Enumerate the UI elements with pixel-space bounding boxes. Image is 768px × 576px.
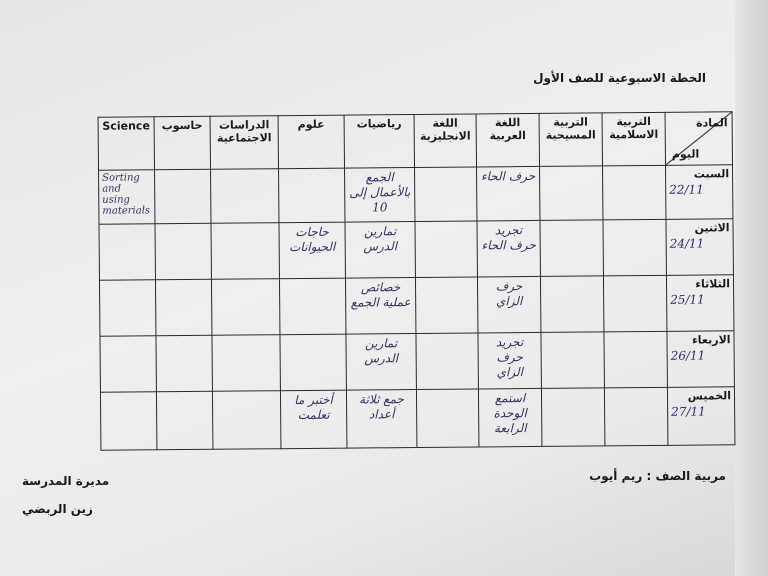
plan-cell	[279, 168, 345, 223]
day-date: 24/11	[669, 236, 705, 251]
plan-entry: جمع ثلاثة أعداد	[359, 392, 405, 422]
plan-cell	[604, 387, 668, 446]
plan-entry	[215, 281, 276, 282]
plan-cell	[212, 391, 281, 450]
plan-cell	[603, 275, 666, 332]
corner-subject-label: المادة	[696, 116, 728, 130]
paper-edge	[735, 0, 768, 576]
plan-cell	[99, 280, 155, 336]
plan-cell	[541, 388, 605, 447]
subject-header: حاسوب	[154, 116, 210, 169]
plan-entry: تجريد حرف الزاي	[495, 335, 524, 380]
plan-cell	[156, 391, 213, 449]
class-teacher-signature: مربية الصف : ريم أيوب	[589, 469, 726, 483]
subject-header: التربية الاسلامية	[602, 112, 665, 166]
plan-cell	[280, 334, 346, 391]
plan-entry: حرف الحاء	[480, 168, 536, 184]
plan-cell	[211, 279, 279, 336]
plan-cell	[156, 335, 212, 391]
plan-cell	[345, 168, 415, 223]
day-name: الاثنين	[694, 221, 730, 235]
plan-cell	[212, 335, 280, 392]
plan-cell	[415, 167, 477, 222]
subject-header: الدراسات الاجتماعية	[210, 116, 278, 170]
plan-cell	[477, 220, 540, 277]
plan-cell	[477, 276, 540, 333]
day-name: الاربعاء	[692, 333, 731, 347]
day-date: 26/11	[670, 348, 706, 363]
plan-cell	[279, 278, 345, 335]
subject-header: Science	[98, 117, 154, 170]
plan-cell	[100, 392, 157, 450]
day-name: الثلاثاء	[695, 277, 731, 291]
plan-entry: خصائص عملية الجمع	[350, 280, 411, 310]
plan-entry	[215, 337, 276, 338]
plan-cell	[100, 336, 156, 392]
plan-cell	[155, 223, 211, 279]
plan-cell	[280, 390, 347, 449]
day-cell	[666, 165, 733, 220]
day-date: 27/11	[671, 404, 706, 419]
plan-cell	[416, 389, 479, 448]
plan-entry: حرف الزاي	[495, 279, 523, 309]
plan-cell	[279, 222, 345, 279]
subject-header: اللغة العربية	[476, 113, 539, 167]
day-row	[100, 387, 734, 451]
corner-day-label: اليوم	[671, 147, 700, 161]
plan-cell	[477, 166, 540, 221]
plan-cell	[603, 219, 666, 276]
day-date: 25/11	[670, 292, 705, 307]
plan-entry: تمارين الدرس	[363, 224, 398, 254]
plan-cell	[99, 224, 155, 280]
plan-cell	[346, 334, 416, 391]
page-title: الخطة الاسبوعية للصف الأول	[533, 71, 706, 85]
day-name: السبت	[693, 167, 730, 181]
plan-entry: حاجات الحيوانات	[289, 224, 336, 255]
day-row	[99, 275, 733, 337]
day-row	[99, 165, 733, 225]
plan-cell	[540, 220, 603, 277]
subject-header: التربية المسيحية	[539, 113, 602, 167]
plan-cell	[415, 221, 477, 278]
plan-cell	[155, 169, 211, 223]
plan-cell	[99, 170, 155, 224]
plan-entry: أختبر ما تعلمت	[294, 392, 333, 423]
plan-entry	[215, 225, 276, 226]
subject-header: علوم	[278, 115, 344, 169]
plan-cell	[541, 332, 604, 389]
day-date: 22/11	[669, 182, 704, 197]
plan-entry	[283, 281, 342, 282]
plan-cell	[604, 331, 667, 388]
header-row	[98, 112, 732, 171]
plan-entry: استمع الوحدة الرابعة	[493, 391, 527, 436]
plan-entry: الجمع بالأعمال إلى 10	[349, 170, 411, 215]
subject-header: رياضيات	[344, 115, 414, 169]
weekly-plan-table	[98, 111, 736, 451]
plan-cell	[345, 222, 415, 279]
principal-title: مديرة المدرسة	[22, 474, 110, 488]
plan-entry	[283, 337, 342, 338]
plan-cell	[345, 278, 415, 335]
plan-cell	[478, 388, 542, 447]
plan-entry: Sorting and using materials	[102, 172, 151, 217]
plan-entry: تجريد حرف الحاء	[481, 223, 536, 253]
plan-cell	[416, 333, 478, 390]
principal-name: زين الربضي	[22, 502, 93, 516]
day-cell	[667, 331, 734, 388]
day-name: الخميس	[687, 389, 732, 403]
corner-header-cell	[665, 112, 732, 166]
plan-cell	[415, 277, 477, 334]
plan-cell	[478, 332, 541, 389]
plan-cell	[540, 166, 603, 221]
plan-cell	[346, 390, 417, 449]
plan-entry	[214, 171, 275, 172]
day-cell	[666, 275, 733, 332]
plan-entry: تمارين الدرس	[364, 336, 399, 366]
day-row	[99, 219, 733, 281]
plan-cell	[211, 169, 279, 224]
plan-cell	[211, 223, 279, 280]
plan-entry	[216, 393, 277, 394]
day-cell	[667, 387, 735, 446]
plan-entry	[282, 171, 341, 172]
plan-cell	[603, 165, 666, 220]
subject-header: اللغة الانجليزية	[414, 114, 476, 168]
plan-cell	[540, 276, 603, 333]
day-row	[100, 331, 734, 393]
day-cell	[666, 219, 733, 276]
plan-cell	[155, 279, 211, 335]
